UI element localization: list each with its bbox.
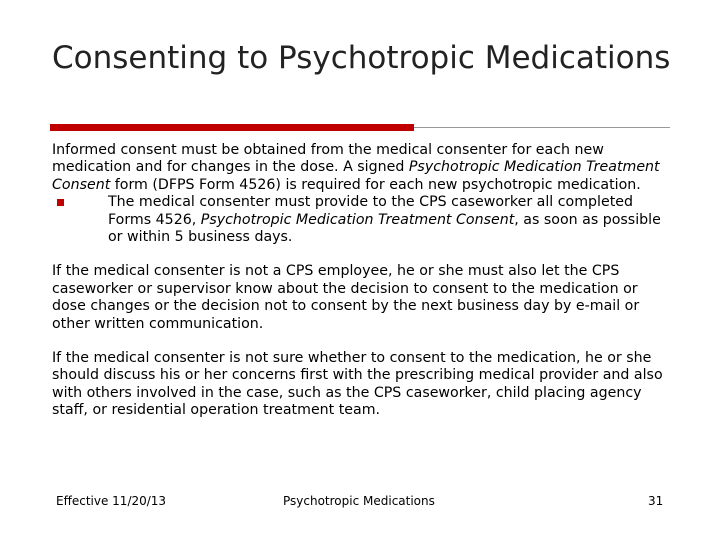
paragraph-unsure-consenter: If the medical consenter is not sure whether to consent to the medication, he or she should discuss his or her concerns first with the prescribing medical provider and also with others involved in the case, such as the CPS caseworker, child placing agency staff, or residential operation treatment team. <box>52 350 663 419</box>
title-underline-rule <box>414 127 670 128</box>
title-underline-accent <box>50 124 414 131</box>
paragraph-non-cps-consenter: If the medical consenter is not a CPS employee, he or she must also let the CPS caseworker or supervisor know about the decision to consent to the medication or dose changes or the decision not to consent by the next business day by e-mail or other written communication. <box>52 263 640 332</box>
square-bullet-icon <box>57 199 64 206</box>
footer-page-number: 31 <box>648 494 664 508</box>
paragraph-consent-requirement <box>52 142 672 194</box>
paragraph-text: form (DFPS Form 4526) is required for each new psychotropic medication. <box>110 176 641 193</box>
sub-bullet-text <box>108 194 672 246</box>
sub-bullet-item <box>57 194 672 246</box>
form-name-italic: Psychotropic Medication Treatment Consent <box>200 211 515 228</box>
paragraph-text: Informed consent must be obtained from the medical consenter for each new medication and for changes in the dose. A signed <box>52 142 604 176</box>
slide-title: Consenting to Psychotropic Medications <box>52 40 671 76</box>
footer-effective-date: Effective 11/20/13 <box>56 494 167 508</box>
slide-body <box>52 142 672 420</box>
footer-title: Psychotropic Medications <box>283 494 435 508</box>
form-name-italic: Psychotropic Medication Treatment Consent <box>52 159 660 193</box>
sub-bullet-text-part: , as soon as possible or within 5 business days. <box>108 211 661 246</box>
sub-bullet-text-part: The medical consenter must provide to the CPS caseworker all completed Forms 4526, <box>108 194 634 228</box>
